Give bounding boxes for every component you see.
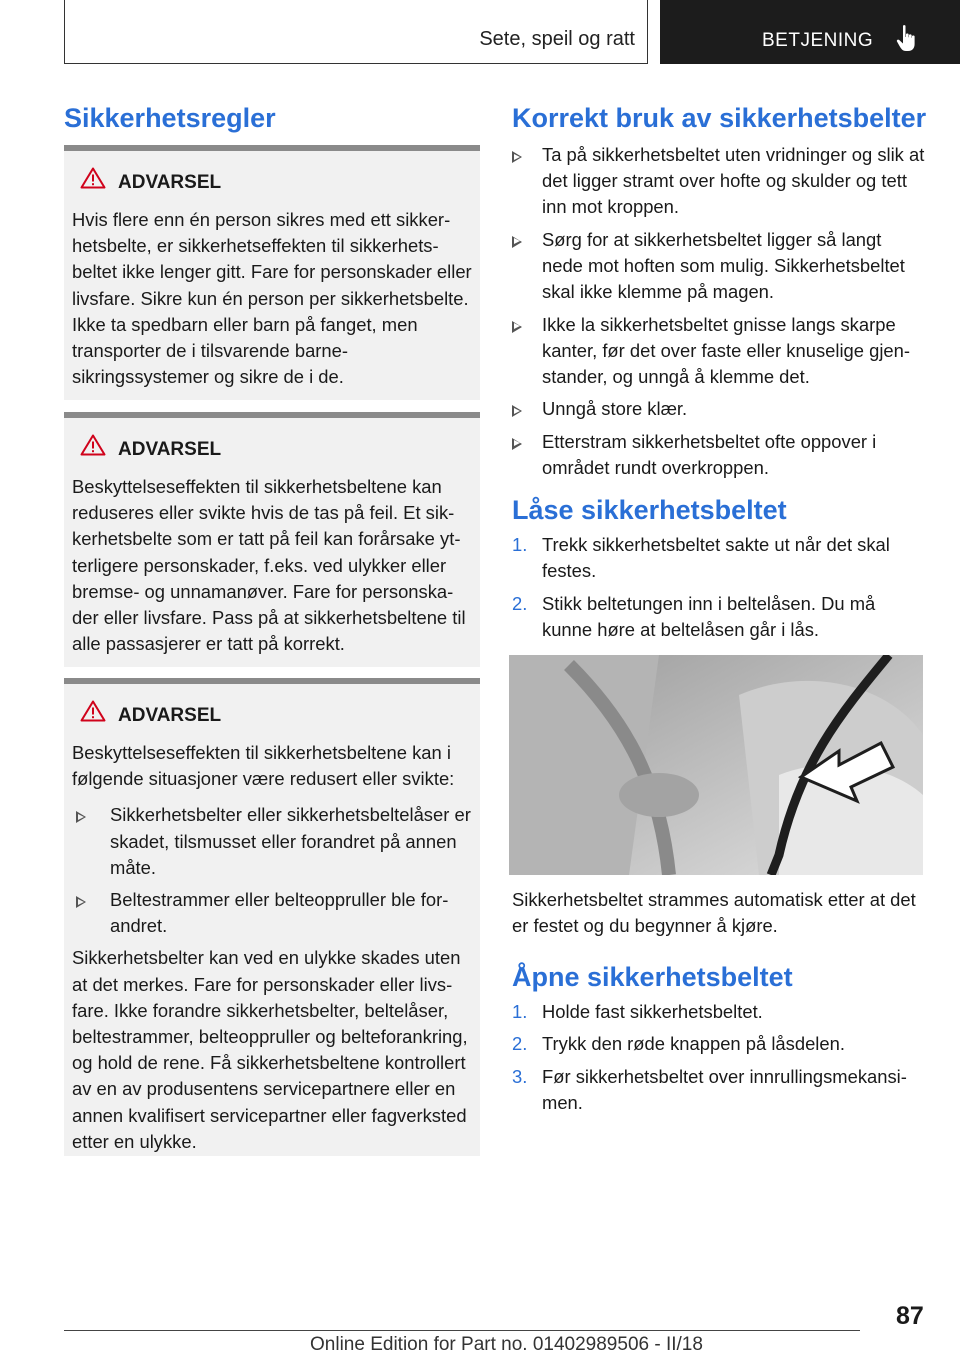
- warning-box-1: [64, 145, 480, 400]
- warning-box-2: [64, 412, 480, 667]
- bullet-triangle-icon: [512, 438, 522, 450]
- warning-triangle-icon: [80, 700, 106, 722]
- header-chapter-box: [660, 0, 960, 64]
- warning-box-3: [64, 678, 480, 1156]
- list-item: Beltestrammer eller belteoppruller ble forandret.: [76, 887, 472, 939]
- list-item: Sørg for at sikkerhetsbeltet ligger så langt nede mot hoften som mulig. Sikkerhetsbeltet skal ikke klemme på magen.: [512, 227, 927, 306]
- footer-divider: [64, 1330, 860, 1331]
- warning-triangle-icon: [80, 167, 106, 189]
- warning-label: ADVARSEL: [118, 439, 222, 460]
- footer-edition: Online Edition for Part no. 01402989506 - II/18: [310, 1334, 703, 1355]
- warning-label: ADVARSEL: [118, 172, 222, 193]
- bullet-triangle-icon: [76, 896, 86, 908]
- page-number: 87: [896, 1302, 924, 1330]
- warning-outro: Sikkerhetsbelter kan ved en ulykke skades uten at det merkes. Fare for personskader eller livsfare. Ikke forandre sikkerhetsbelter, beltelåser, beltestrammer, belteoppruller og belteforankring, og hold de rene. Få sikkerhetsbeltene kontrollert av en av produsentens servicepartnere eller en annen kvalifisert servicepartner eller fagverksted etter en ulykke.: [72, 947, 468, 1152]
- header-chapter-title: BETJENING: [762, 30, 874, 51]
- seatbelt-photo: [509, 655, 923, 875]
- header-section-title: Sete, speil og ratt: [479, 28, 635, 50]
- list-item: 3. Før sikkerhetsbeltet over innrullingsmekansimen.: [512, 1065, 907, 1113]
- list-item: Sikkerhetsbelter eller sikkerhetsbeltelåser er skadet, tilsmusset eller forandret på annen måte.: [76, 802, 472, 881]
- section-title-safety-rules: Sikkerhetsregler: [64, 103, 276, 133]
- warning-text: Beskyttelseseffekten til sikkerhetsbeltene kan reduseres eller svikte hvis de tas på feil. Et sikkerhetsbelte som er tatt på feil kan forårsake ytterligere personskader, f.eks. ved ulykker eller bremse- og unnamanøver. Fare for personskader eller livsfare. Pass på at sikkerhetsbeltene til alle passasjerer er tatt på korrekt.: [72, 476, 466, 655]
- bullet-triangle-icon: [512, 405, 522, 417]
- warning-intro: Beskyttelseseffekten til sikkerhetsbeltene kan i følgende situasjoner være redusert eller svikte:: [72, 742, 455, 790]
- section-title-lock-belt: Låse sikkerhetsbeltet: [512, 495, 787, 525]
- list-item: Ta på sikkerhetsbeltet uten vridninger og slik at det ligger stramt over hofte og skulder og tett inn mot kroppen.: [512, 142, 927, 221]
- warning-triangle-icon: [80, 434, 106, 456]
- bullet-triangle-icon: [512, 236, 522, 248]
- section-title-open-belt: Åpne sikkerhetsbeltet: [512, 962, 793, 992]
- photo-caption: Sikkerhetsbeltet strammes automatisk etter at det er festet og du begynner å kjøre.: [512, 889, 916, 937]
- list-item: Etterstram sikkerhetsbeltet ofte oppover i området rundt overkroppen.: [512, 429, 927, 481]
- bullet-triangle-icon: [76, 811, 86, 823]
- open-steps-list: [512, 999, 927, 1122]
- correct-use-list: [512, 142, 927, 487]
- warning-label: ADVARSEL: [118, 705, 222, 726]
- section-title-correct-use: Korrekt bruk av sikkerhetsbelter: [512, 103, 927, 133]
- list-item: Unngå store klær.: [512, 396, 927, 422]
- bullet-triangle-icon: [512, 151, 522, 163]
- header-section-box: [64, 0, 648, 64]
- pointing-hand-icon: [896, 24, 918, 54]
- list-item: Ikke la sikkerhetsbeltet gnisse langs skarpe kanter, før det over faste eller knuselige gjenstander, og unngå å klemme det.: [512, 312, 927, 391]
- list-item: 1. Holde fast sikkerhetsbeltet.: [512, 1001, 763, 1022]
- list-item: 2. Stikk beltetungen inn i beltelåsen. Du må kunne høre at beltelåsen går i lås.: [512, 592, 876, 640]
- list-item: 1. Trekk sikkerhetsbeltet sakte ut når det skal festes.: [512, 534, 890, 582]
- lock-steps-list: [512, 532, 927, 649]
- list-item: 2. Trykk den røde knappen på låsdelen.: [512, 1033, 845, 1055]
- bullet-triangle-icon: [512, 321, 522, 333]
- warning-text: Hvis flere enn én person sikres med ett sikkerhetsbelte, er sikkerhetseffekten til sikkerhetsbeltet ikke lenger gitt. Fare for personskader eller livsfare. Sikre kun én person per sikkerhetsbelte. Ikke ta spedbarn eller barn på fanget, men transporter de i tilsvarende barnesikringssystemer og sikre de i de.: [72, 209, 472, 388]
